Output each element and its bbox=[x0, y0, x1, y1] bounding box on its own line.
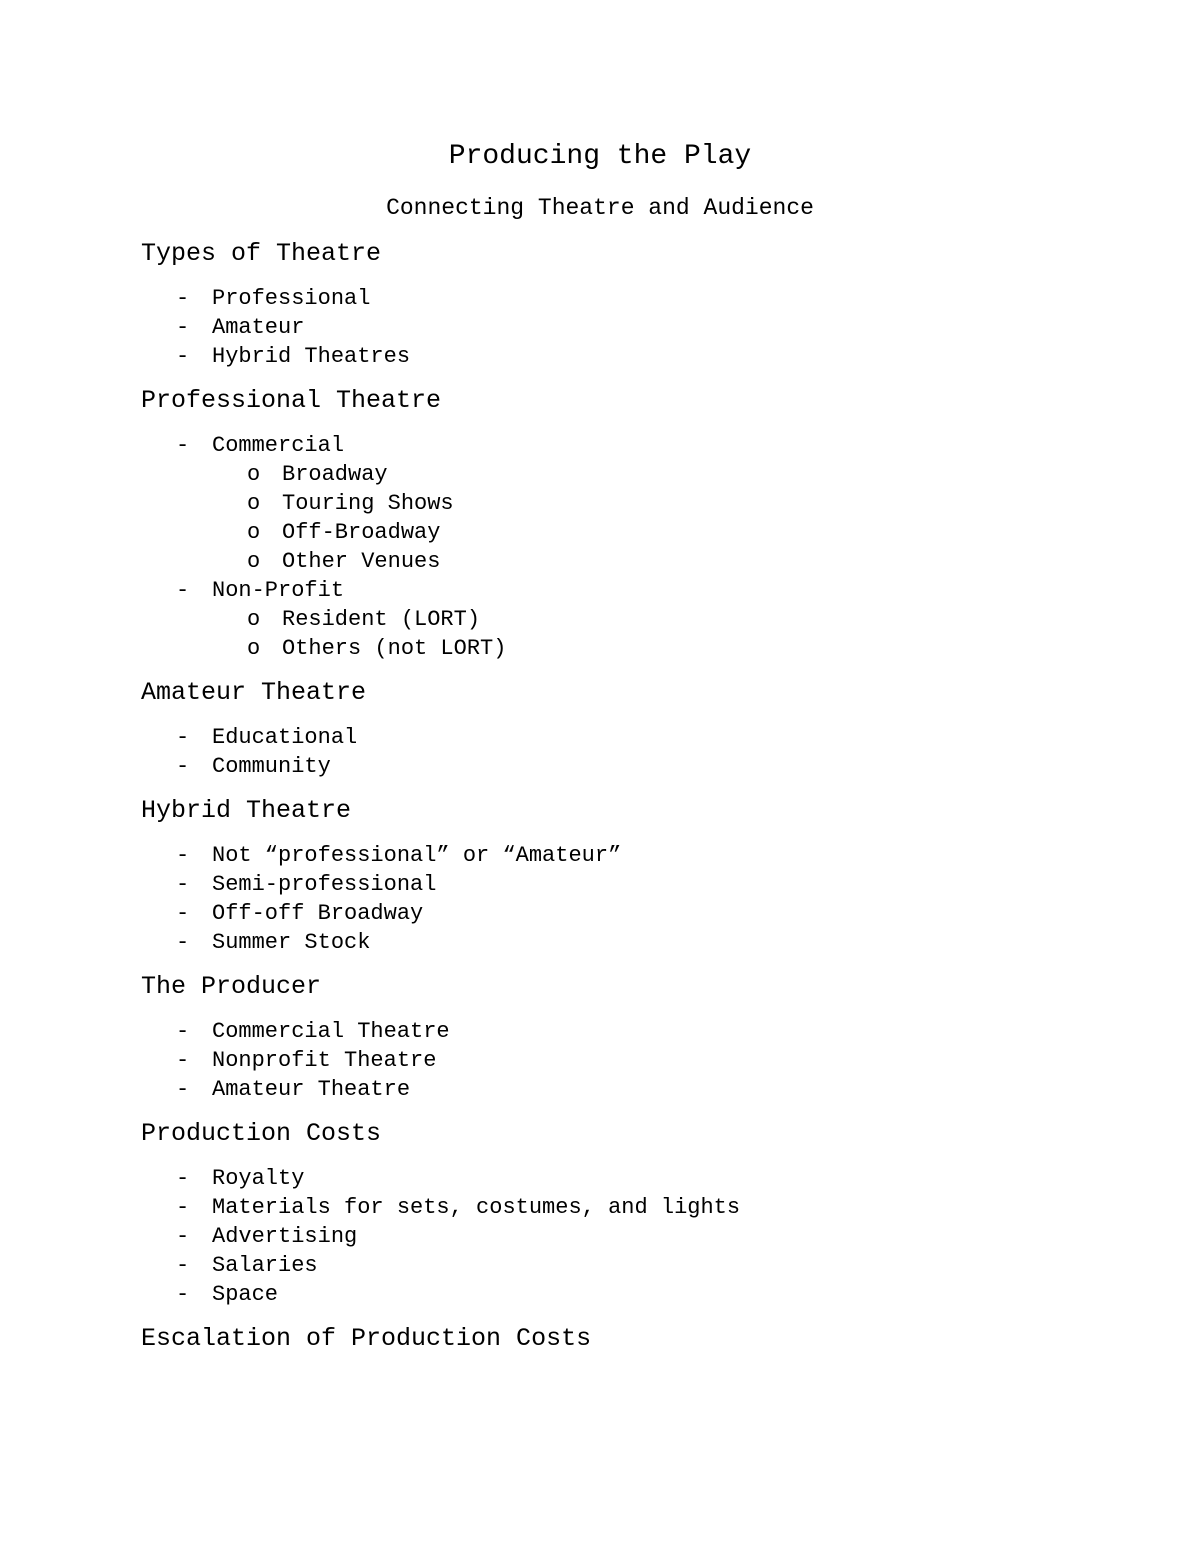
list-item-text: Space bbox=[212, 1282, 279, 1307]
list-item-text: Community bbox=[212, 754, 331, 779]
list-item bbox=[141, 1075, 1141, 1104]
dash-bullet: - bbox=[176, 1166, 190, 1191]
list-item bbox=[141, 431, 1141, 460]
sub-list-item-text: Others (not LORT) bbox=[282, 636, 507, 661]
sub-list-item-text: Broadway bbox=[282, 462, 388, 487]
section-heading: Types of Theatre bbox=[141, 239, 382, 268]
sub-list-item-text: Resident (LORT) bbox=[282, 607, 481, 632]
list-item bbox=[141, 284, 1141, 313]
list-item bbox=[141, 752, 1141, 781]
dash-bullet: - bbox=[176, 843, 190, 868]
dash-bullet: - bbox=[176, 901, 190, 926]
dash-bullet: - bbox=[176, 754, 190, 779]
dash-bullet: - bbox=[176, 315, 190, 340]
section-heading: Amateur Theatre bbox=[141, 678, 367, 707]
list-item bbox=[141, 576, 1141, 605]
dash-bullet: - bbox=[176, 1195, 190, 1220]
list-item-text: Non-Profit bbox=[212, 578, 345, 603]
dash-bullet: - bbox=[176, 1048, 190, 1073]
list-item bbox=[141, 1017, 1141, 1046]
circle-bullet: o bbox=[247, 607, 261, 632]
bullet-list bbox=[141, 284, 1141, 371]
circle-bullet: o bbox=[247, 491, 261, 516]
sub-list-item bbox=[141, 634, 1141, 663]
list-item bbox=[141, 1193, 1141, 1222]
sub-list-item bbox=[141, 547, 1141, 576]
list-item-text: Amateur Theatre bbox=[212, 1077, 411, 1102]
bullet-list bbox=[141, 1017, 1141, 1104]
circle-bullet: o bbox=[247, 549, 261, 574]
list-item-text: Advertising bbox=[212, 1224, 358, 1249]
list-item-text: Off-off Broadway bbox=[212, 901, 424, 926]
list-item-text: Semi-professional bbox=[212, 872, 437, 897]
list-item bbox=[141, 1251, 1141, 1280]
bullet-list bbox=[141, 841, 1141, 957]
list-item bbox=[141, 313, 1141, 342]
bullet-list bbox=[141, 1164, 1141, 1309]
dash-bullet: - bbox=[176, 1253, 190, 1278]
list-item bbox=[141, 841, 1141, 870]
document-body bbox=[141, 238, 1141, 1369]
dash-bullet: - bbox=[176, 1019, 190, 1044]
list-item-text: Salaries bbox=[212, 1253, 318, 1278]
sub-list-item bbox=[141, 518, 1141, 547]
bullet-list bbox=[141, 723, 1141, 781]
section-heading: The Producer bbox=[141, 972, 322, 1001]
section-heading: Escalation of Production Costs bbox=[141, 1324, 592, 1353]
dash-bullet: - bbox=[176, 1224, 190, 1249]
list-item-text: Educational bbox=[212, 725, 358, 750]
dash-bullet: - bbox=[176, 344, 190, 369]
sub-list-item-text: Other Venues bbox=[282, 549, 441, 574]
list-item-text: Professional bbox=[212, 286, 371, 311]
document-subtitle: Connecting Theatre and Audience bbox=[386, 195, 814, 221]
list-item-text: Summer Stock bbox=[212, 930, 371, 955]
list-item bbox=[141, 899, 1141, 928]
dash-bullet: - bbox=[176, 286, 190, 311]
list-item-text: Commercial bbox=[212, 433, 345, 458]
section-heading: Production Costs bbox=[141, 1119, 382, 1148]
document-title: Producing the Play bbox=[448, 141, 752, 172]
circle-bullet: o bbox=[247, 462, 261, 487]
list-item-text: Hybrid Theatres bbox=[212, 344, 411, 369]
dash-bullet: - bbox=[176, 1282, 190, 1307]
sub-list-item-text: Off-Broadway bbox=[282, 520, 441, 545]
list-item bbox=[141, 870, 1141, 899]
bullet-list bbox=[141, 431, 1141, 663]
list-item bbox=[141, 723, 1141, 752]
circle-bullet: o bbox=[247, 636, 261, 661]
list-item bbox=[141, 928, 1141, 957]
sub-list-item bbox=[141, 605, 1141, 634]
list-item-text: Commercial Theatre bbox=[212, 1019, 450, 1044]
list-item bbox=[141, 1046, 1141, 1075]
list-item bbox=[141, 342, 1141, 371]
list-item-text: Not “professional” or “Amateur” bbox=[212, 843, 622, 868]
list-item-text: Royalty bbox=[212, 1166, 305, 1191]
list-item-text: Nonprofit Theatre bbox=[212, 1048, 437, 1073]
list-item bbox=[141, 1164, 1141, 1193]
section-heading: Hybrid Theatre bbox=[141, 796, 352, 825]
sub-list-item bbox=[141, 489, 1141, 518]
dash-bullet: - bbox=[176, 872, 190, 897]
sub-list-item bbox=[141, 460, 1141, 489]
dash-bullet: - bbox=[176, 725, 190, 750]
dash-bullet: - bbox=[176, 433, 190, 458]
section-heading: Professional Theatre bbox=[141, 386, 442, 415]
list-item-text: Materials for sets, costumes, and lights bbox=[212, 1195, 741, 1220]
dash-bullet: - bbox=[176, 930, 190, 955]
dash-bullet: - bbox=[176, 578, 190, 603]
list-item-text: Amateur bbox=[212, 315, 305, 340]
sub-list-item-text: Touring Shows bbox=[282, 491, 454, 516]
list-item bbox=[141, 1280, 1141, 1309]
dash-bullet: - bbox=[176, 1077, 190, 1102]
list-item bbox=[141, 1222, 1141, 1251]
circle-bullet: o bbox=[247, 520, 261, 545]
